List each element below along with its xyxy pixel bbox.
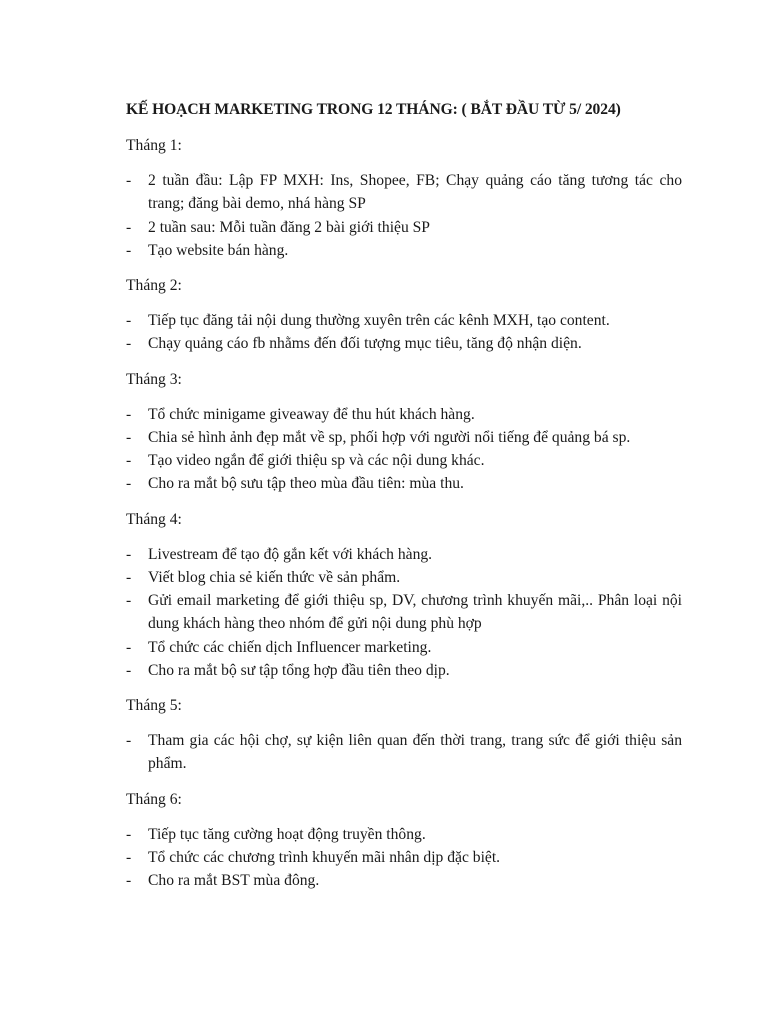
month-section — [126, 694, 682, 776]
list-item — [126, 449, 682, 472]
bullet-dash: - — [126, 429, 132, 447]
list-item — [126, 169, 682, 215]
list-item — [126, 216, 682, 239]
list-item — [126, 239, 682, 262]
list-item — [126, 589, 682, 635]
bullet-dash: - — [126, 545, 132, 563]
document-title: KẾ HOẠCH MARKETING TRONG 12 THÁNG: ( BẮT ĐẦU TỪ 5/ 2024) — [126, 101, 621, 118]
bullet-dash: - — [126, 405, 132, 423]
list-item-text: Tổ chức minigame giveaway để thu hút khách hàng. — [148, 405, 475, 423]
bullet-dash: - — [126, 218, 132, 236]
bullet-dash: - — [126, 452, 132, 470]
bullet-dash: - — [126, 312, 132, 330]
list-item-text: Tiếp tục đăng tải nội dung thường xuyên trên các kênh MXH, tạo content. — [148, 312, 610, 330]
list-item — [126, 846, 682, 869]
list-item-text: Tham gia các hội chợ, sự kiện liên quan đến thời trang, trang sức để giới thiệu sản phẩm. — [148, 732, 682, 773]
month-heading: Tháng 5: — [126, 697, 182, 715]
bullet-list — [126, 169, 682, 262]
bullet-dash: - — [126, 569, 132, 587]
bullet-list — [126, 403, 682, 496]
month-section — [126, 134, 682, 262]
list-item — [126, 729, 682, 775]
list-item-text: Cho ra mắt bộ sưu tập theo mùa đầu tiên: mùa thu. — [148, 475, 464, 493]
month-section — [126, 788, 682, 893]
month-heading: Tháng 6: — [126, 790, 182, 808]
bullet-list — [126, 543, 682, 682]
list-item — [126, 823, 682, 846]
month-section — [126, 508, 682, 682]
list-item-text: Tạo website bán hàng. — [148, 241, 289, 259]
list-item-text: Cho ra mắt bộ sư tập tổng hợp đầu tiên theo dịp. — [148, 661, 450, 679]
list-item — [126, 332, 682, 355]
list-item — [126, 636, 682, 659]
list-item-text: Tiếp tục tăng cường hoạt động truyền thông. — [148, 825, 426, 843]
list-item — [126, 472, 682, 495]
bullet-dash: - — [126, 661, 132, 679]
bullet-dash: - — [126, 849, 132, 867]
bullet-dash: - — [126, 872, 132, 890]
list-item — [126, 309, 682, 332]
bullet-list — [126, 309, 682, 355]
list-item — [126, 869, 682, 892]
bullet-list — [126, 823, 682, 893]
bullet-dash: - — [126, 241, 132, 259]
bullet-dash: - — [126, 732, 132, 750]
list-item-text: Viết blog chia sẻ kiến thức về sản phẩm. — [148, 569, 401, 587]
bullet-dash: - — [126, 825, 132, 843]
month-heading: Tháng 2: — [126, 277, 182, 295]
list-item-text: 2 tuần đầu: Lập FP MXH: Ins, Shopee, FB; Chạy quảng cáo tăng tương tác cho trang; đăng bài demo, nhá hàng SP — [148, 172, 682, 213]
bullet-dash: - — [126, 592, 132, 610]
document-body — [126, 98, 682, 904]
list-item-text: Chạy quảng cáo fb nhằms đến đối tượng mục tiêu, tăng độ nhận diện. — [148, 335, 582, 353]
month-heading: Tháng 4: — [126, 510, 182, 528]
list-item-text: Tạo video ngắn để giới thiệu sp và các nội dung khác. — [148, 452, 485, 470]
list-item — [126, 543, 682, 566]
list-item-text: Tổ chức các chương trình khuyến mãi nhân dịp đặc biệt. — [148, 849, 501, 867]
list-item — [126, 426, 682, 449]
list-item-text: 2 tuần sau: Mỗi tuần đăng 2 bài giới thiệu SP — [148, 218, 430, 236]
bullet-dash: - — [126, 335, 132, 353]
bullet-dash: - — [126, 475, 132, 493]
month-section — [126, 274, 682, 356]
bullet-list — [126, 729, 682, 775]
list-item — [126, 403, 682, 426]
months-container — [126, 134, 682, 892]
bullet-dash: - — [126, 638, 132, 656]
list-item-text: Livestream để tạo độ gắn kết với khách hàng. — [148, 545, 433, 563]
list-item-text: Chia sẻ hình ảnh đẹp mắt về sp, phối hợp với người nổi tiếng để quảng bá sp. — [148, 429, 631, 447]
month-heading: Tháng 3: — [126, 370, 182, 388]
list-item-text: Cho ra mắt BST mùa đông. — [148, 872, 320, 890]
list-item — [126, 659, 682, 682]
list-item — [126, 566, 682, 589]
list-item-text: Gửi email marketing để giới thiệu sp, DV, chương trình khuyến mãi,.. Phân loại nội dung khách hàng theo nhóm để gửi nội dung phù hợp — [148, 592, 682, 633]
month-heading: Tháng 1: — [126, 137, 182, 154]
list-item-text: Tổ chức các chiến dịch Influencer marketing. — [148, 638, 432, 656]
bullet-dash: - — [126, 172, 132, 190]
month-section — [126, 368, 682, 496]
